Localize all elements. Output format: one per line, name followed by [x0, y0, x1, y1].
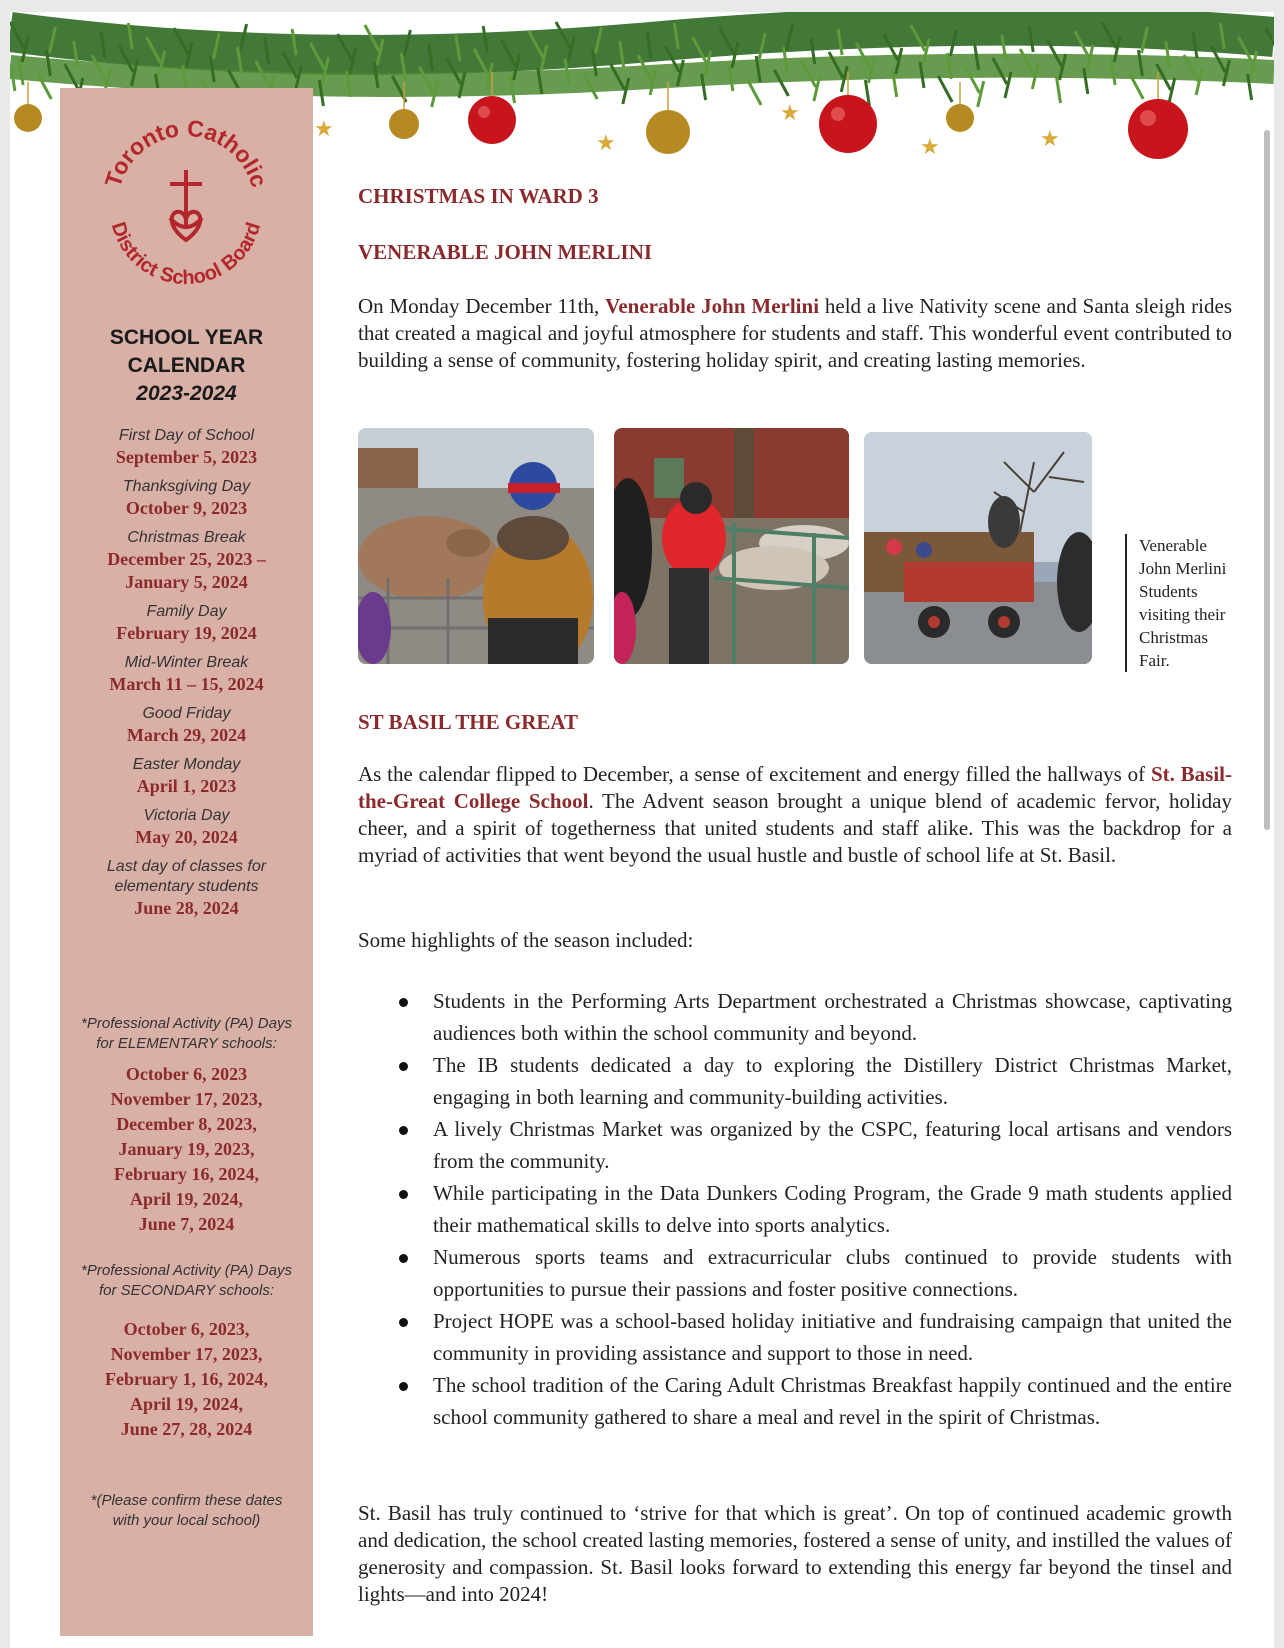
- calendar-item-label: Easter Monday: [132, 756, 241, 773]
- pa-elementary-date: February 16, 2024,: [114, 1164, 259, 1184]
- calendar-title-line2: CALENDAR: [127, 354, 246, 377]
- pa-secondary-label: *Professional Activity (PA) Days: [81, 1262, 292, 1279]
- pa-secondary-date: June 27, 28, 2024: [120, 1419, 253, 1439]
- pa-days-secondary: [60, 1261, 313, 1442]
- list-item: While participating in the Data Dunkers Coding Program, the Grade 9 math students applied their mathematical skills to delve into sports analytics.: [358, 1177, 1232, 1241]
- svg-text:★: ★: [920, 135, 940, 160]
- newsletter-page: [10, 12, 1274, 1648]
- calendar-item-label: Christmas Break: [127, 529, 246, 546]
- photo-sheep-petting: [614, 428, 849, 664]
- calendar-item-label: Mid-Winter Break: [124, 654, 249, 671]
- pa-days-elementary: [60, 1014, 313, 1237]
- calendar-item-label: Good Friday: [142, 705, 231, 722]
- calendar-item-label: Family Day: [146, 603, 227, 620]
- pa-elementary-date: December 8, 2023,: [116, 1114, 257, 1134]
- calendar-item: [60, 602, 313, 645]
- list-item: Students in the Performing Arts Department orchestrated a Christmas showcase, captivating audiences both within the school community and beyond.: [358, 985, 1232, 1049]
- pine-needle: [1057, 77, 1061, 103]
- photo-camel-petting: [358, 428, 594, 664]
- confirm-note-line1: *(Please confirm these dates: [90, 1492, 283, 1509]
- pine-needle: [978, 81, 984, 107]
- pa-elementary-date: April 19, 2024,: [129, 1189, 243, 1209]
- calendar-item-label: Victoria Day: [143, 807, 230, 824]
- heading-st-basil-the-great: ST BASIL THE GREAT: [358, 710, 579, 734]
- school-calendar-sidebar: [60, 88, 313, 1636]
- basil-para-text: As the calendar flipped to December, a sense of excitement and energy filled the hallways of: [358, 762, 1151, 786]
- logo-top-text: Toronto Catholic: [99, 114, 273, 191]
- calendar-item-label: Thanksgiving Day: [122, 478, 251, 495]
- svg-text:District School Board: [107, 220, 265, 290]
- calendar-item: [60, 528, 313, 594]
- basil-paragraph: [358, 761, 1232, 869]
- confirm-note-line2: with your local school): [112, 1512, 261, 1529]
- logo-bottom-text: District School Board: [106, 219, 266, 290]
- calendar-title-line1: SCHOOL YEAR: [109, 326, 264, 349]
- pine-needle: [1169, 78, 1175, 104]
- calendar-item-date-end: January 5, 2024: [125, 572, 248, 592]
- closing-paragraph: St. Basil has truly continued to ‘strive for that which is great’. On top of continued academic growth and dedication, the school created lasting memories, fostered a sense of unity, and instilled the values of generosity and compassion. St. Basil looks forward to extending this energy far beyond the tinsel and lights—and into 2024!: [358, 1501, 1232, 1606]
- basil-para-text: . The Advent season brought a unique blend of academic fervor, holiday cheer, and a spirit of togetherness that united students and staff alike. This was the backdrop for a myriad of activities that went beyond the usual hustle and bustle of school life at St. Basil.: [358, 789, 1232, 867]
- list-item: The school tradition of the Caring Adult Christmas Breakfast happily continued and the entire school community gathered to share a meal and revel in the spirit of Christmas.: [358, 1369, 1232, 1433]
- calendar-title: [60, 324, 313, 408]
- calendar-item: [60, 806, 313, 849]
- list-item: Project HOPE was a school-based holiday initiative and fundraising campaign that united the community in providing assistance and support to those in need.: [358, 1305, 1232, 1369]
- highlights-list: [358, 985, 1232, 1433]
- basil-school-link[interactable]: St. Basil-the-Great College School: [358, 762, 1233, 813]
- photo-caption: Venerable John Merlini Students visiting their Christmas Fair.: [1125, 534, 1235, 672]
- calendar-item: [60, 426, 313, 469]
- calendar-key-dates: [60, 426, 313, 928]
- list-item: The IB students dedicated a day to exploring the Distillery District Christmas Market, engaging in both learning and community-building activities.: [358, 1049, 1232, 1113]
- calendar-item: [60, 704, 313, 747]
- calendar-year: 2023-2024: [136, 382, 237, 405]
- pa-secondary-date: February 1, 16, 2024,: [105, 1369, 268, 1389]
- heading-venerable-john-merlini: VENERABLE JOHN MERLINI: [358, 240, 653, 264]
- calendar-item-label: First Day of School: [118, 427, 255, 444]
- calendar-item-label-line2: elementary students: [114, 878, 259, 895]
- pa-secondary-label-line2: for SECONDARY schools:: [98, 1282, 275, 1299]
- pa-secondary-date: October 6, 2023,: [123, 1319, 250, 1339]
- calendar-item-label: Last day of classes for: [106, 858, 267, 875]
- merlini-paragraph: [358, 293, 1232, 374]
- svg-text:★: ★: [780, 101, 800, 126]
- pa-elementary-date: January 19, 2023,: [118, 1139, 255, 1159]
- list-item: Numerous sports teams and extracurricular clubs continued to provide students with opportunities to pursue their passions and foster positive connections.: [358, 1241, 1232, 1305]
- pa-elementary-label: *Professional Activity (PA) Days: [81, 1015, 292, 1032]
- calendar-item-date: December 25, 2023 –: [107, 549, 266, 569]
- svg-text:★: ★: [314, 117, 334, 142]
- merlini-school-link[interactable]: Venerable John Merlini: [605, 294, 820, 318]
- photo-hay-wagon-ride: [864, 432, 1092, 664]
- calendar-item: [60, 857, 313, 920]
- pa-elementary-date: June 7, 2024: [138, 1214, 235, 1234]
- heading-christmas-ward: CHRISTMAS IN WARD 3: [358, 184, 599, 208]
- calendar-item-date: March 11 – 15, 2024: [109, 674, 264, 694]
- svg-text:★: ★: [596, 131, 616, 156]
- cross-heart-anchor-icon: [170, 170, 202, 240]
- calendar-item: [60, 477, 313, 520]
- calendar-item-date: March 29, 2024: [126, 725, 247, 745]
- pa-elementary-date: October 6, 2023: [125, 1064, 248, 1084]
- confirm-dates-note: [60, 1491, 313, 1531]
- merlini-para-text: held a live Nativity scene and Santa sleigh rides that created a magical and joyful atmosphere for students and staff. This wonderful event contributed to building a sense of community, fostering holiday spirit, and creating lasting memories.: [358, 294, 1232, 372]
- calendar-item-date: June 28, 2024: [134, 898, 239, 918]
- pa-secondary-date: April 19, 2024,: [129, 1394, 243, 1414]
- calendar-item-date: October 9, 2023: [125, 498, 248, 518]
- calendar-item: [60, 653, 313, 696]
- calendar-item-date: February 19, 2024: [116, 623, 257, 643]
- calendar-item-date: September 5, 2023: [115, 447, 258, 467]
- tcdsb-logo: [90, 108, 282, 300]
- list-item: A lively Christmas Market was organized by the CSPC, featuring local artisans and vendors from the community.: [358, 1113, 1232, 1177]
- pa-elementary-date: November 17, 2023,: [110, 1089, 263, 1109]
- merlini-para-text: On Monday December 11th,: [358, 294, 606, 318]
- calendar-item: [60, 755, 313, 798]
- highlights-intro: Some highlights of the season included:: [358, 928, 694, 952]
- svg-text:★: ★: [1040, 127, 1060, 152]
- scrollbar[interactable]: [1264, 130, 1270, 830]
- calendar-item-date: May 20, 2024: [135, 827, 238, 847]
- pa-secondary-date: November 17, 2023,: [110, 1344, 263, 1364]
- pa-elementary-label-line2: for ELEMENTARY schools:: [96, 1035, 277, 1052]
- calendar-item-date: April 1, 2023: [136, 776, 237, 796]
- pine-needle: [938, 76, 952, 102]
